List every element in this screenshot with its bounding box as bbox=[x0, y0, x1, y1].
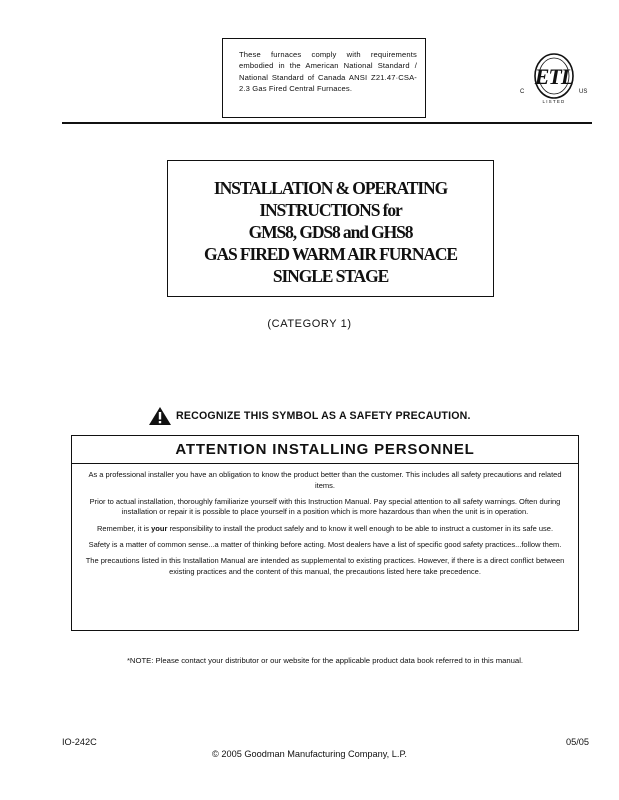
title-line-4: GAS FIRED WARM AIR FURNACE bbox=[203, 244, 458, 264]
attention-box bbox=[71, 435, 579, 631]
document-number: IO-242C bbox=[62, 737, 97, 747]
etl-logo-text: ETL bbox=[534, 64, 574, 89]
warning-triangle-icon bbox=[148, 406, 172, 426]
category-label: (CATEGORY 1) bbox=[267, 318, 352, 330]
etl-listed-mark-icon bbox=[518, 50, 600, 106]
attention-heading: ATTENTION INSTALLING PERSONNEL bbox=[72, 436, 578, 464]
attention-paragraph-3-end: responsibility to install the product safely and to know it well enough to be able to instruct a customer in its safe use. bbox=[167, 523, 554, 533]
title-line-2: INSTRUCTIONS for bbox=[259, 200, 402, 220]
compliance-text: These furnaces comply with requirements embodied in the American National Standard / National Standard of Canada ANSI Z21.47·CSA-2.3 Gas Fired Central Furnaces. bbox=[239, 50, 417, 94]
header-divider bbox=[62, 122, 592, 124]
copyright-notice: © 2005 Goodman Manufacturing Company, L.P. bbox=[212, 749, 407, 759]
compliance-statement-box bbox=[222, 38, 426, 118]
document-title-box bbox=[167, 160, 494, 297]
safety-symbol-notice bbox=[148, 406, 471, 426]
etl-left-label: C bbox=[520, 89, 525, 95]
product-data-note: *NOTE: Please contact your distributor or our website for the applicable product data book referred to in this manual. bbox=[126, 656, 524, 665]
document-date: 05/05 bbox=[566, 737, 589, 747]
etl-right-label: US bbox=[579, 89, 588, 95]
etl-arc-text: LISTED bbox=[542, 99, 566, 104]
attention-paragraph-3-emphasis: your bbox=[151, 523, 168, 533]
attention-paragraph-3-start: Remember, it is bbox=[96, 523, 152, 533]
title-line-5: SINGLE STAGE bbox=[272, 266, 389, 286]
attention-paragraph-2: Prior to actual installation, thoroughly familiarize yourself with this Instruction Manual. Pay special attention to all safety warnings. Often during installation or repair it is possible to place yourself in a position which is more hazardous than when the unit is in operation. bbox=[89, 496, 561, 517]
attention-paragraph-1: As a professional installer you have an obligation to know the product better than the customer. This includes all safety precautions and related items. bbox=[88, 470, 562, 490]
title-line-3: GMS8, GDS8 and GHS8 bbox=[248, 222, 413, 242]
attention-body bbox=[72, 464, 578, 577]
attention-paragraph-5: The precautions listed in this Installation Manual are intended as supplemental to existing practices. However, if there is a direct conflict between existing practices and the content of this manual, the precautions listed here take precedence. bbox=[85, 555, 565, 576]
title-line-1: INSTALLATION & OPERATING bbox=[213, 178, 448, 198]
attention-paragraph-4: Safety is a matter of common sense...a matter of thinking before acting. Most dealers have a list of specific good safety practices...follow them. bbox=[88, 539, 562, 549]
safety-notice-text: RECOGNIZE THIS SYMBOL AS A SAFETY PRECAUTION. bbox=[176, 410, 471, 422]
attention-paragraph-3 bbox=[78, 524, 572, 535]
